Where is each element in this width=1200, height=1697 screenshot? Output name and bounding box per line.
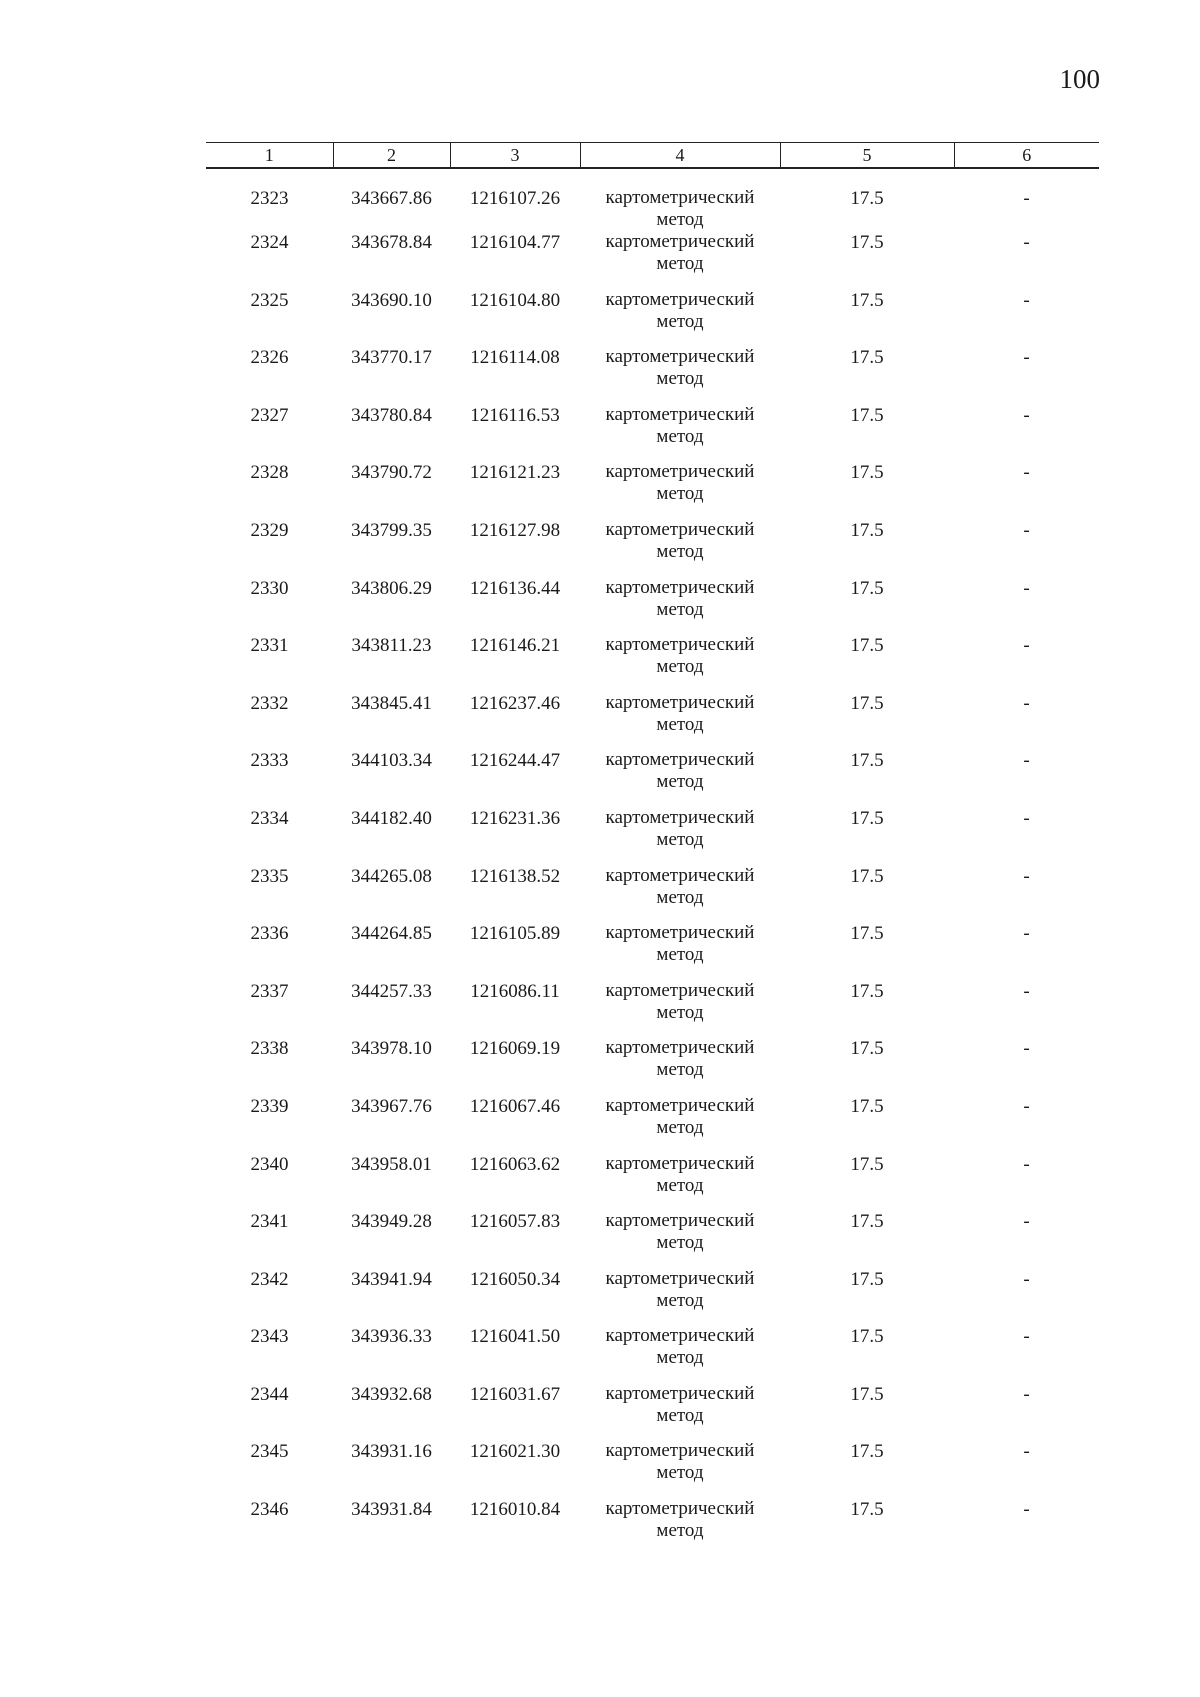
method-cell bbox=[580, 168, 780, 231]
y-coordinate-cell: 1216104.77 bbox=[469, 232, 561, 253]
note-cell: - bbox=[1023, 1499, 1030, 1521]
y-coordinate-cell: 1216105.89 bbox=[469, 923, 561, 945]
note-cell: - bbox=[1023, 289, 1030, 311]
method-line-1: картометрический bbox=[605, 1498, 755, 1520]
note-cell: - bbox=[1023, 865, 1030, 887]
value-cell: 17.5 bbox=[850, 347, 884, 369]
y-coordinate-cell: 1216138.52 bbox=[469, 865, 561, 887]
method-cell bbox=[580, 980, 780, 1038]
note-cell: - bbox=[1023, 404, 1030, 426]
method-line-2: метод bbox=[656, 1520, 704, 1542]
point-number-cell: 2323 bbox=[250, 188, 289, 209]
method-line-1: картометрический bbox=[605, 1210, 755, 1232]
table-row bbox=[206, 168, 1099, 231]
coordinates-table bbox=[206, 142, 1099, 1556]
column-header-4: 4 bbox=[580, 143, 780, 169]
y-coordinate-cell: 1216069.19 bbox=[469, 1038, 561, 1060]
note-cell: - bbox=[1023, 635, 1030, 657]
point-number-cell: 2333 bbox=[250, 750, 289, 772]
value-cell: 17.5 bbox=[850, 1211, 884, 1233]
x-coordinate-cell: 344103.34 bbox=[351, 750, 432, 772]
value-cell: 17.5 bbox=[850, 1383, 884, 1405]
method-cell bbox=[580, 1325, 780, 1383]
y-coordinate-cell: 1216231.36 bbox=[469, 807, 561, 829]
method-cell bbox=[580, 807, 780, 865]
note-cell: - bbox=[1023, 232, 1030, 253]
value-cell: 17.5 bbox=[850, 1268, 884, 1290]
note-cell: - bbox=[1023, 577, 1030, 599]
point-number-cell: 2325 bbox=[250, 289, 289, 311]
point-number-cell: 2340 bbox=[250, 1153, 289, 1175]
method-line-2: метод bbox=[656, 886, 704, 908]
value-cell: 17.5 bbox=[850, 462, 884, 484]
note-cell: - bbox=[1023, 188, 1030, 209]
point-number-cell: 2324 bbox=[250, 232, 289, 253]
table-row bbox=[206, 980, 1099, 1038]
table-row bbox=[206, 1095, 1099, 1153]
x-coordinate-cell: 344182.40 bbox=[351, 807, 432, 829]
value-cell: 17.5 bbox=[850, 1095, 884, 1117]
note-cell: - bbox=[1023, 692, 1030, 714]
method-line-2: метод bbox=[656, 1232, 704, 1254]
method-cell bbox=[580, 692, 780, 750]
note-cell: - bbox=[1023, 1326, 1030, 1348]
method-line-1: картометрический bbox=[605, 1440, 755, 1462]
method-line-1: картометрический bbox=[605, 1094, 755, 1116]
value-cell: 17.5 bbox=[850, 404, 884, 426]
y-coordinate-cell: 1216021.30 bbox=[469, 1441, 561, 1463]
method-line-1: картометрический bbox=[605, 864, 755, 886]
value-cell: 17.5 bbox=[850, 289, 884, 311]
value-cell: 17.5 bbox=[850, 750, 884, 772]
value-cell: 17.5 bbox=[850, 980, 884, 1002]
value-cell: 17.5 bbox=[850, 692, 884, 714]
table-row bbox=[206, 461, 1099, 519]
y-coordinate-cell: 1216121.23 bbox=[469, 462, 561, 484]
y-coordinate-cell: 1216104.80 bbox=[469, 289, 561, 311]
method-line-2: метод bbox=[656, 713, 704, 735]
x-coordinate-cell: 343931.16 bbox=[351, 1441, 432, 1463]
y-coordinate-cell: 1216041.50 bbox=[469, 1326, 561, 1348]
y-coordinate-cell: 1216107.26 bbox=[469, 188, 561, 209]
method-cell bbox=[580, 289, 780, 347]
value-cell: 17.5 bbox=[850, 577, 884, 599]
x-coordinate-cell: 343931.84 bbox=[351, 1499, 432, 1521]
method-line-1: картометрический bbox=[605, 806, 755, 828]
method-cell bbox=[580, 1440, 780, 1498]
method-line-1: картометрический bbox=[605, 187, 755, 208]
method-line-1: картометрический bbox=[605, 346, 755, 368]
header-row bbox=[206, 143, 1099, 169]
method-cell bbox=[580, 1153, 780, 1211]
method-line-1: картометрический bbox=[605, 461, 755, 483]
method-line-1: картометрический bbox=[605, 1267, 755, 1289]
method-cell bbox=[580, 1268, 780, 1326]
method-cell bbox=[580, 1037, 780, 1095]
x-coordinate-cell: 343690.10 bbox=[351, 289, 432, 311]
method-line-2: метод bbox=[656, 944, 704, 966]
method-line-1: картометрический bbox=[605, 1152, 755, 1174]
column-header-6: 6 bbox=[954, 143, 1099, 169]
y-coordinate-cell: 1216057.83 bbox=[469, 1211, 561, 1233]
y-coordinate-cell: 1216127.98 bbox=[469, 519, 561, 541]
note-cell: - bbox=[1023, 1383, 1030, 1405]
method-cell bbox=[580, 461, 780, 519]
point-number-cell: 2334 bbox=[250, 807, 289, 829]
note-cell: - bbox=[1023, 1268, 1030, 1290]
x-coordinate-cell: 343978.10 bbox=[351, 1038, 432, 1060]
table-row bbox=[206, 865, 1099, 923]
note-cell: - bbox=[1023, 807, 1030, 829]
table-header bbox=[206, 143, 1099, 169]
point-number-cell: 2341 bbox=[250, 1211, 289, 1233]
table-row bbox=[206, 1325, 1099, 1383]
x-coordinate-cell: 343678.84 bbox=[351, 232, 432, 253]
x-coordinate-cell: 343967.76 bbox=[351, 1095, 432, 1117]
method-line-1: картометрический bbox=[605, 231, 755, 252]
table-row bbox=[206, 807, 1099, 865]
page-number: 100 bbox=[1059, 64, 1100, 94]
method-line-1: картометрический bbox=[605, 979, 755, 1001]
table-row bbox=[206, 577, 1099, 635]
method-line-2: метод bbox=[656, 253, 704, 274]
method-cell bbox=[580, 865, 780, 923]
table-row bbox=[206, 1037, 1099, 1095]
method-line-1: картометрический bbox=[605, 1037, 755, 1059]
method-cell bbox=[580, 634, 780, 692]
table-row bbox=[206, 289, 1099, 347]
x-coordinate-cell: 343667.86 bbox=[351, 188, 432, 209]
value-cell: 17.5 bbox=[850, 1038, 884, 1060]
method-line-2: метод bbox=[656, 656, 704, 678]
method-line-1: картометрический bbox=[605, 749, 755, 771]
method-cell bbox=[580, 1498, 780, 1556]
method-cell bbox=[580, 404, 780, 462]
table-row bbox=[206, 1153, 1099, 1211]
note-cell: - bbox=[1023, 462, 1030, 484]
y-coordinate-cell: 1216116.53 bbox=[470, 404, 560, 426]
x-coordinate-cell: 343799.35 bbox=[351, 519, 432, 541]
table-row bbox=[206, 1210, 1099, 1268]
x-coordinate-cell: 344257.33 bbox=[351, 980, 432, 1002]
value-cell: 17.5 bbox=[850, 519, 884, 541]
method-line-1: картометрический bbox=[605, 922, 755, 944]
value-cell: 17.5 bbox=[850, 865, 884, 887]
table-row bbox=[206, 1440, 1099, 1498]
note-cell: - bbox=[1023, 1153, 1030, 1175]
point-number-cell: 2330 bbox=[250, 577, 289, 599]
table-row bbox=[206, 346, 1099, 404]
method-line-1: картометрический bbox=[605, 1382, 755, 1404]
note-cell: - bbox=[1023, 923, 1030, 945]
method-cell bbox=[580, 231, 780, 289]
note-cell: - bbox=[1023, 1095, 1030, 1117]
column-header-3: 3 bbox=[450, 143, 580, 169]
point-number-cell: 2337 bbox=[250, 980, 289, 1002]
x-coordinate-cell: 343790.72 bbox=[351, 462, 432, 484]
y-coordinate-cell: 1216010.84 bbox=[469, 1499, 561, 1521]
table-body bbox=[206, 168, 1099, 1556]
method-cell bbox=[580, 922, 780, 980]
value-cell: 17.5 bbox=[850, 635, 884, 657]
value-cell: 17.5 bbox=[850, 1499, 884, 1521]
x-coordinate-cell: 343770.17 bbox=[351, 347, 432, 369]
point-number-cell: 2332 bbox=[250, 692, 289, 714]
note-cell: - bbox=[1023, 1038, 1030, 1060]
y-coordinate-cell: 1216063.62 bbox=[469, 1153, 561, 1175]
method-line-1: картометрический bbox=[605, 1325, 755, 1347]
method-line-2: метод bbox=[656, 209, 704, 230]
point-number-cell: 2344 bbox=[250, 1383, 289, 1405]
column-header-1: 1 bbox=[206, 143, 333, 169]
method-line-2: метод bbox=[656, 771, 704, 793]
method-line-1: картометрический bbox=[605, 691, 755, 713]
x-coordinate-cell: 343780.84 bbox=[351, 404, 432, 426]
table-row bbox=[206, 231, 1099, 289]
note-cell: - bbox=[1023, 347, 1030, 369]
note-cell: - bbox=[1023, 1211, 1030, 1233]
method-line-2: метод bbox=[656, 828, 704, 850]
method-line-1: картометрический bbox=[605, 634, 755, 656]
value-cell: 17.5 bbox=[850, 232, 884, 253]
note-cell: - bbox=[1023, 1441, 1030, 1463]
method-cell bbox=[580, 519, 780, 577]
x-coordinate-cell: 344264.85 bbox=[351, 923, 432, 945]
table-row bbox=[206, 922, 1099, 980]
note-cell: - bbox=[1023, 519, 1030, 541]
method-cell bbox=[580, 346, 780, 404]
point-number-cell: 2326 bbox=[250, 347, 289, 369]
method-line-2: метод bbox=[656, 425, 704, 447]
method-line-2: метод bbox=[656, 1462, 704, 1484]
method-line-1: картометрический bbox=[605, 518, 755, 540]
y-coordinate-cell: 1216146.21 bbox=[469, 635, 561, 657]
point-number-cell: 2327 bbox=[250, 404, 289, 426]
y-coordinate-cell: 1216086.11 bbox=[470, 980, 560, 1002]
point-number-cell: 2328 bbox=[250, 462, 289, 484]
method-line-2: метод bbox=[656, 1001, 704, 1023]
x-coordinate-cell: 343936.33 bbox=[351, 1326, 432, 1348]
point-number-cell: 2331 bbox=[250, 635, 289, 657]
method-line-2: метод bbox=[656, 598, 704, 620]
point-number-cell: 2339 bbox=[250, 1095, 289, 1117]
method-line-1: картометрический bbox=[605, 576, 755, 598]
column-header-2: 2 bbox=[333, 143, 450, 169]
value-cell: 17.5 bbox=[850, 807, 884, 829]
y-coordinate-cell: 1216136.44 bbox=[469, 577, 561, 599]
method-cell bbox=[580, 577, 780, 635]
method-line-2: метод bbox=[656, 1059, 704, 1081]
x-coordinate-cell: 343932.68 bbox=[351, 1383, 432, 1405]
x-coordinate-cell: 343845.41 bbox=[351, 692, 432, 714]
table-row bbox=[206, 404, 1099, 462]
table-row bbox=[206, 749, 1099, 807]
method-cell bbox=[580, 1095, 780, 1153]
value-cell: 17.5 bbox=[850, 1441, 884, 1463]
x-coordinate-cell: 343941.94 bbox=[351, 1268, 432, 1290]
method-line-1: картометрический bbox=[605, 288, 755, 310]
y-coordinate-cell: 1216031.67 bbox=[469, 1383, 561, 1405]
y-coordinate-cell: 1216114.08 bbox=[470, 347, 560, 369]
method-cell bbox=[580, 749, 780, 807]
value-cell: 17.5 bbox=[850, 188, 884, 209]
point-number-cell: 2342 bbox=[250, 1268, 289, 1290]
method-line-2: метод bbox=[656, 1289, 704, 1311]
y-coordinate-cell: 1216244.47 bbox=[469, 750, 561, 772]
method-line-2: метод bbox=[656, 540, 704, 562]
table-row bbox=[206, 519, 1099, 577]
method-cell bbox=[580, 1210, 780, 1268]
y-coordinate-cell: 1216067.46 bbox=[469, 1095, 561, 1117]
method-line-2: метод bbox=[656, 483, 704, 505]
value-cell: 17.5 bbox=[850, 923, 884, 945]
y-coordinate-cell: 1216237.46 bbox=[469, 692, 561, 714]
x-coordinate-cell: 343806.29 bbox=[351, 577, 432, 599]
y-coordinate-cell: 1216050.34 bbox=[469, 1268, 561, 1290]
point-number-cell: 2338 bbox=[250, 1038, 289, 1060]
method-line-2: метод bbox=[656, 310, 704, 332]
table-row bbox=[206, 692, 1099, 750]
point-number-cell: 2345 bbox=[250, 1441, 289, 1463]
method-line-2: метод bbox=[656, 1404, 704, 1426]
point-number-cell: 2343 bbox=[250, 1326, 289, 1348]
method-cell bbox=[580, 1383, 780, 1441]
table-row bbox=[206, 1383, 1099, 1441]
x-coordinate-cell: 343949.28 bbox=[351, 1211, 432, 1233]
table-row bbox=[206, 1498, 1099, 1556]
value-cell: 17.5 bbox=[850, 1326, 884, 1348]
value-cell: 17.5 bbox=[850, 1153, 884, 1175]
point-number-cell: 2346 bbox=[250, 1499, 289, 1521]
note-cell: - bbox=[1023, 750, 1030, 772]
x-coordinate-cell: 343958.01 bbox=[351, 1153, 432, 1175]
note-cell: - bbox=[1023, 980, 1030, 1002]
point-number-cell: 2335 bbox=[250, 865, 289, 887]
method-line-2: метод bbox=[656, 1347, 704, 1369]
method-line-2: метод bbox=[656, 1174, 704, 1196]
x-coordinate-cell: 343811.23 bbox=[351, 635, 432, 657]
table-row bbox=[206, 1268, 1099, 1326]
column-header-5: 5 bbox=[780, 143, 954, 169]
table-row bbox=[206, 634, 1099, 692]
method-line-2: метод bbox=[656, 1116, 704, 1138]
point-number-cell: 2336 bbox=[250, 923, 289, 945]
point-number-cell: 2329 bbox=[250, 519, 289, 541]
method-line-2: метод bbox=[656, 368, 704, 390]
x-coordinate-cell: 344265.08 bbox=[351, 865, 432, 887]
method-line-1: картометрический bbox=[605, 403, 755, 425]
